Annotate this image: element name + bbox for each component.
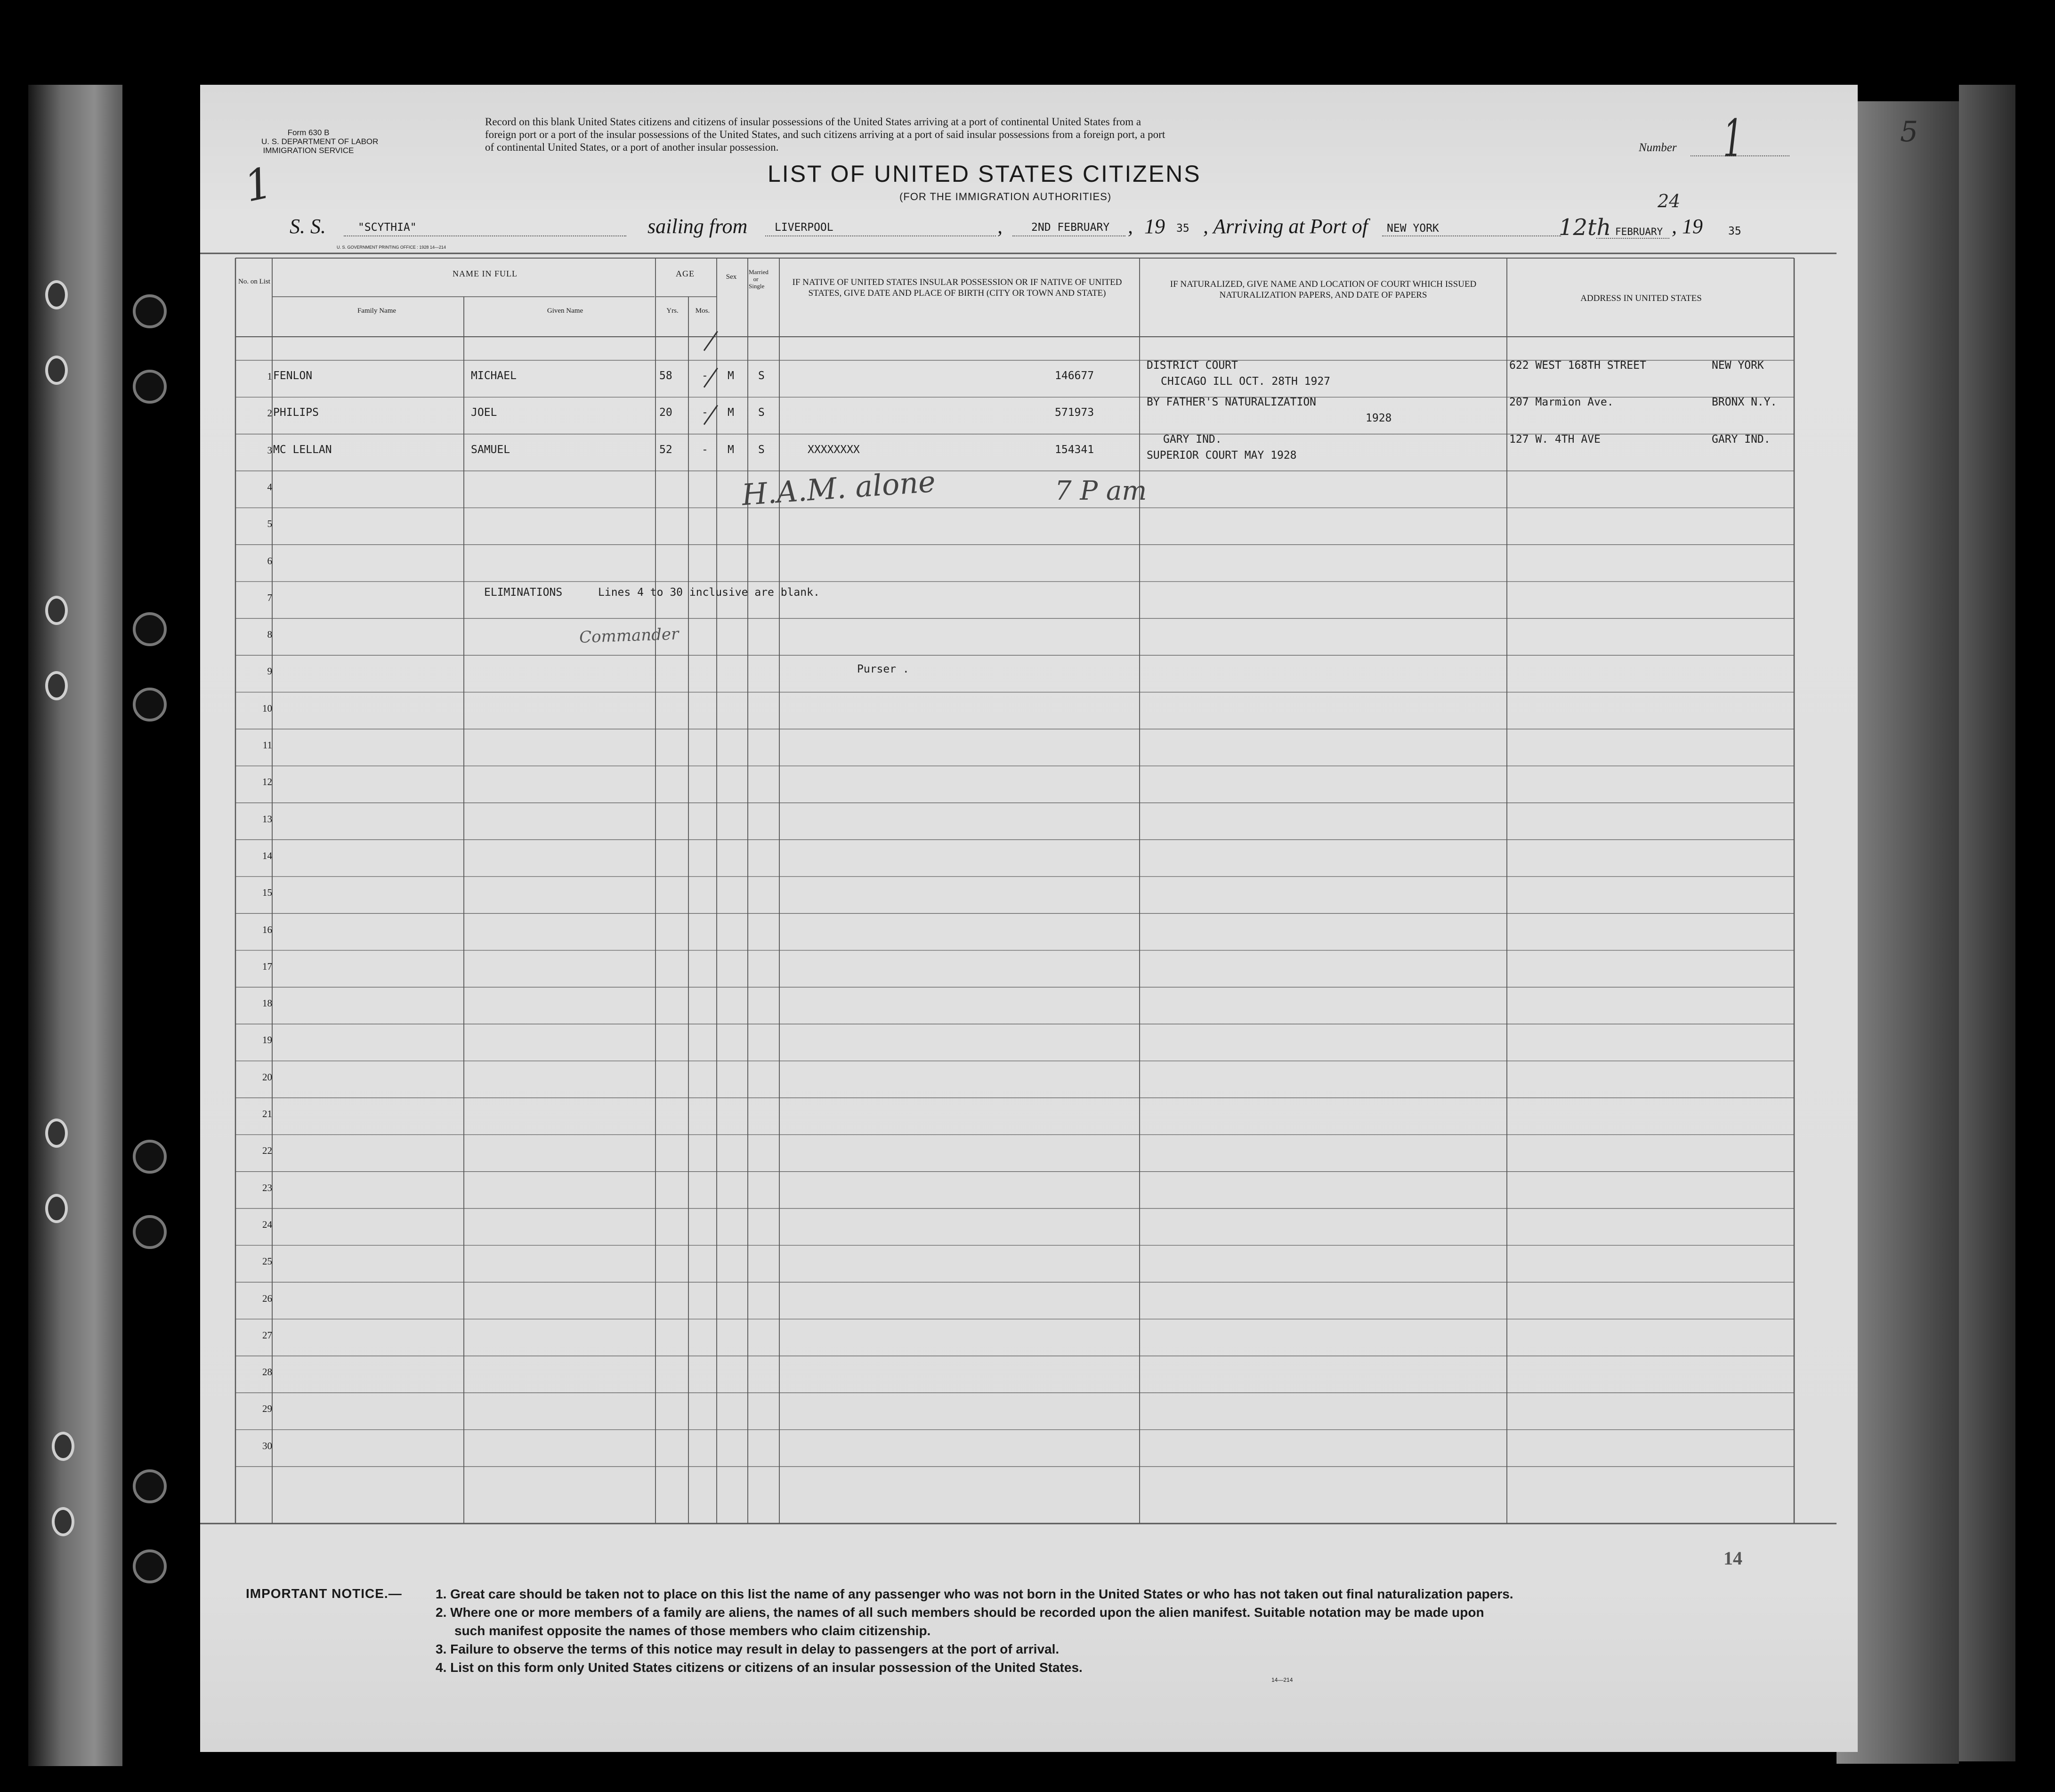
sailing-port-line	[765, 235, 996, 236]
official-note: 7 P am	[1055, 476, 1147, 506]
row-number: 24	[262, 1218, 272, 1230]
arrival-port: NEW YORK	[1387, 222, 1439, 235]
row-number: 11	[262, 739, 272, 751]
binder-ring	[52, 1432, 74, 1461]
family-name-cell: PHILIPS	[273, 406, 319, 419]
purser-label: Purser .	[857, 663, 909, 675]
marital-status-cell: S	[758, 370, 765, 382]
punch-hole	[133, 1140, 167, 1174]
row-number: 26	[262, 1292, 272, 1304]
row-number: 13	[262, 813, 272, 825]
given-name-cell: MICHAEL	[471, 370, 517, 382]
row-number: 27	[262, 1329, 272, 1341]
address-street-cell: 622 WEST 168TH STREET	[1509, 359, 1646, 372]
given-name-cell: SAMUEL	[471, 443, 510, 456]
header-yrs: Yrs.	[666, 307, 679, 315]
notice-item: 3. Failure to observe the terms of this notice may result in delay to passengers at the port of arrival.	[436, 1642, 1060, 1656]
punch-hole	[133, 370, 167, 404]
notice-item: 1. Great care should be taken not to place on this list the name of any passenger who was not born in the United States or who has not taken out final naturalization papers.	[436, 1587, 1513, 1601]
page-number: 14	[1723, 1548, 1742, 1569]
arrival-month: FEBRUARY	[1615, 226, 1663, 237]
year-prefix: 19	[1144, 215, 1165, 238]
service-name: IMMIGRATION SERVICE	[263, 146, 354, 155]
naturalization-court-cell: DISTRICT COURT	[1147, 359, 1238, 372]
punch-hole	[133, 1215, 167, 1249]
address-street-cell: 127 W. 4TH AVE	[1509, 433, 1601, 446]
sex-cell: M	[728, 370, 734, 382]
age-months-cell: -	[702, 370, 708, 382]
header-naturalized: IF NATURALIZED, GIVE NAME AND LOCATION OF COURT WHICH ISSUED NATURALIZATION PAPERS, AND DATE OF PAPERS	[1170, 279, 1477, 300]
naturalization-date-cell: CHICAGO ILL OCT. 28TH 1927	[1161, 375, 1331, 388]
binder-right-edge	[1959, 85, 2015, 1761]
page-title: LIST OF UNITED STATES CITIZENS	[768, 161, 1201, 187]
age-months-cell: -	[702, 406, 708, 419]
number-line	[1691, 155, 1789, 156]
age-years-cell: 52	[659, 443, 672, 456]
form-code: 14—214	[1271, 1677, 1293, 1683]
sailing-port: LIVERPOOL	[775, 221, 833, 234]
page-subtitle: (FOR THE IMMIGRATION AUTHORITIES)	[899, 191, 1112, 203]
header-address: ADDRESS IN UNITED STATES	[1580, 293, 1702, 303]
sailing-label: sailing from	[647, 215, 748, 238]
binder-ring	[45, 671, 68, 700]
age-years-cell: 20	[659, 406, 672, 419]
row-number: 1	[267, 371, 272, 382]
binder-ring	[45, 596, 68, 625]
header-married: Married or Single	[749, 268, 769, 290]
margin-mark-left: 1	[240, 158, 277, 212]
row-number: 5	[267, 518, 272, 530]
form-number: Form 630 B	[287, 128, 330, 137]
comma-separator: ,	[997, 215, 1003, 238]
row-number: 23	[262, 1182, 272, 1193]
purser-signature: Commander	[579, 624, 679, 647]
naturalization-date-cell: 1928	[1366, 412, 1392, 425]
punch-hole	[133, 294, 167, 328]
header-mos: Mos.	[695, 307, 710, 315]
row-number: 9	[267, 665, 272, 677]
punch-hole	[133, 612, 167, 646]
given-name-cell: JOEL	[471, 406, 497, 419]
row-number: 18	[262, 997, 272, 1009]
row-number: 28	[262, 1366, 272, 1378]
instruction-line: Record on this blank United States citizens and citizens of insular possessions of the United States arriving at a port of continental United States from a	[485, 116, 1141, 128]
notice-item: 4. List on this form only United States citizens or citizens of an insular possession of the United States.	[436, 1660, 1083, 1675]
row-number: 22	[262, 1145, 272, 1157]
marital-status-cell: S	[758, 406, 765, 419]
marital-status-cell: S	[758, 443, 765, 456]
row-number: 30	[262, 1440, 272, 1451]
punch-hole	[133, 688, 167, 722]
arrival-day-note: 24	[1658, 191, 1681, 211]
eliminations-label: ELIMINATIONS	[484, 586, 563, 599]
row-number: 21	[262, 1108, 272, 1119]
row-number: 2	[267, 407, 272, 419]
family-name-cell: FENLON	[273, 370, 313, 382]
ship-name: "SCYTHIA"	[358, 221, 417, 234]
naturalization-court-cell: BY FATHER'S NATURALIZATION	[1147, 396, 1317, 409]
row-number: 7	[267, 592, 272, 603]
year-prefix: 19	[1682, 215, 1703, 238]
arriving-label-text: Arriving at Port of	[1213, 215, 1368, 238]
binder-ring	[45, 356, 68, 385]
form-identifier	[261, 128, 379, 155]
notice-label: IMPORTANT NOTICE.—	[246, 1586, 402, 1601]
naturalization-court-cell: GARY IND.	[1163, 433, 1222, 446]
certificate-number-cell: 146677	[1055, 370, 1094, 382]
arrival-year: 35	[1728, 225, 1741, 237]
manifest-sheet	[200, 85, 1858, 1752]
naturalization-date-cell: SUPERIOR COURT MAY 1928	[1147, 449, 1297, 462]
header-sex: Sex	[726, 273, 737, 281]
form-instructions	[485, 115, 1165, 154]
age-months-cell: -	[702, 443, 708, 456]
arrival-year-prefix: , 19	[1672, 215, 1703, 238]
row-number: 19	[262, 1034, 272, 1046]
binder-ring	[45, 1119, 68, 1148]
arrival-day: 12th	[1559, 214, 1611, 241]
arriving-label: , Arriving at Port of	[1203, 215, 1368, 238]
address-city-cell: BRONX N.Y.	[1712, 396, 1777, 409]
certificate-number-cell: 154341	[1055, 443, 1094, 456]
row-number: 25	[262, 1256, 272, 1267]
instruction-line: of continental United States, or a port of another insular possession.	[485, 141, 779, 153]
notice-item: 2. Where one or more members of a family are aliens, the names of all such members should be recorded upon the alien manifest. Suitable notation may be made upon	[436, 1605, 1484, 1620]
header-birth: IF NATIVE OF UNITED STATES INSULAR POSSESSION OR IF NATIVE OF UNITED STATES, GIVE DATE AND PLACE OF BIRTH (CITY OR TOWN AND STATE)	[792, 277, 1122, 298]
arrival-port-line	[1382, 235, 1561, 236]
eliminations-text: Lines 4 to 30 inclusive are blank.	[598, 586, 820, 599]
official-signature: H.A.M. alone	[740, 464, 937, 512]
sex-cell: M	[728, 443, 734, 456]
row-number: 10	[262, 702, 272, 714]
header-family-name: Family Name	[357, 307, 396, 315]
family-name-cell: MC LELLAN	[273, 443, 332, 456]
binder-ring	[45, 1194, 68, 1223]
sex-cell: M	[728, 406, 734, 419]
notice-item: such manifest opposite the names of those members who claim citizenship.	[454, 1623, 931, 1638]
row-number: 6	[267, 555, 272, 567]
birth-place-cell: XXXXXXXX	[808, 443, 860, 456]
punch-hole	[133, 1549, 167, 1583]
arrival-month-line	[1596, 238, 1669, 239]
row-number: 4	[267, 481, 272, 493]
binder-edge	[28, 85, 122, 1766]
binder-ring	[52, 1507, 74, 1536]
sailing-year: 35	[1176, 222, 1189, 235]
row-number: 20	[262, 1071, 272, 1083]
ship-name-line	[344, 235, 626, 236]
address-city-cell: NEW YORK	[1712, 359, 1764, 372]
number-value: 1	[1723, 108, 1743, 169]
punch-hole	[133, 1469, 167, 1503]
number-label: Number	[1639, 141, 1677, 154]
address-street-cell: 207 Marmion Ave.	[1509, 396, 1614, 409]
row-number: 8	[267, 629, 272, 641]
notice-list	[436, 1585, 1513, 1677]
department-name: U. S. DEPARTMENT OF LABOR	[261, 137, 379, 146]
header-age: AGE	[676, 269, 695, 278]
row-number: 14	[262, 850, 272, 861]
age-years-cell: 58	[659, 370, 672, 382]
header-name-in-full: NAME IN FULL	[453, 269, 518, 278]
row-number: 12	[262, 776, 272, 788]
address-city-cell: GARY IND.	[1712, 433, 1771, 446]
row-number: 16	[262, 924, 272, 935]
comma-separator: ,	[1128, 215, 1133, 238]
row-number: 15	[262, 887, 272, 899]
margin-mark-right: 5	[1900, 115, 1918, 148]
form-grid	[200, 85, 1858, 1752]
header-no-on-list: No. on List	[238, 278, 270, 285]
certificate-number-cell: 571973	[1055, 406, 1094, 419]
instruction-line: foreign port or a port of the insular possessions of the United States, and such citizens arriving at a port of said insular possessions from a foreign port, a port	[485, 129, 1165, 140]
row-number: 17	[262, 960, 272, 972]
sailing-date: 2ND FEBRUARY	[1031, 221, 1110, 234]
header-given-name: Given Name	[547, 307, 583, 315]
sailing-date-line	[1012, 235, 1125, 236]
printer-note: U. S. GOVERNMENT PRINTING OFFICE : 1928 14—214	[337, 245, 446, 250]
ss-label: S. S.	[290, 215, 326, 238]
binder-ring	[45, 280, 68, 309]
row-number: 29	[262, 1403, 272, 1415]
row-number: 3	[267, 444, 272, 456]
